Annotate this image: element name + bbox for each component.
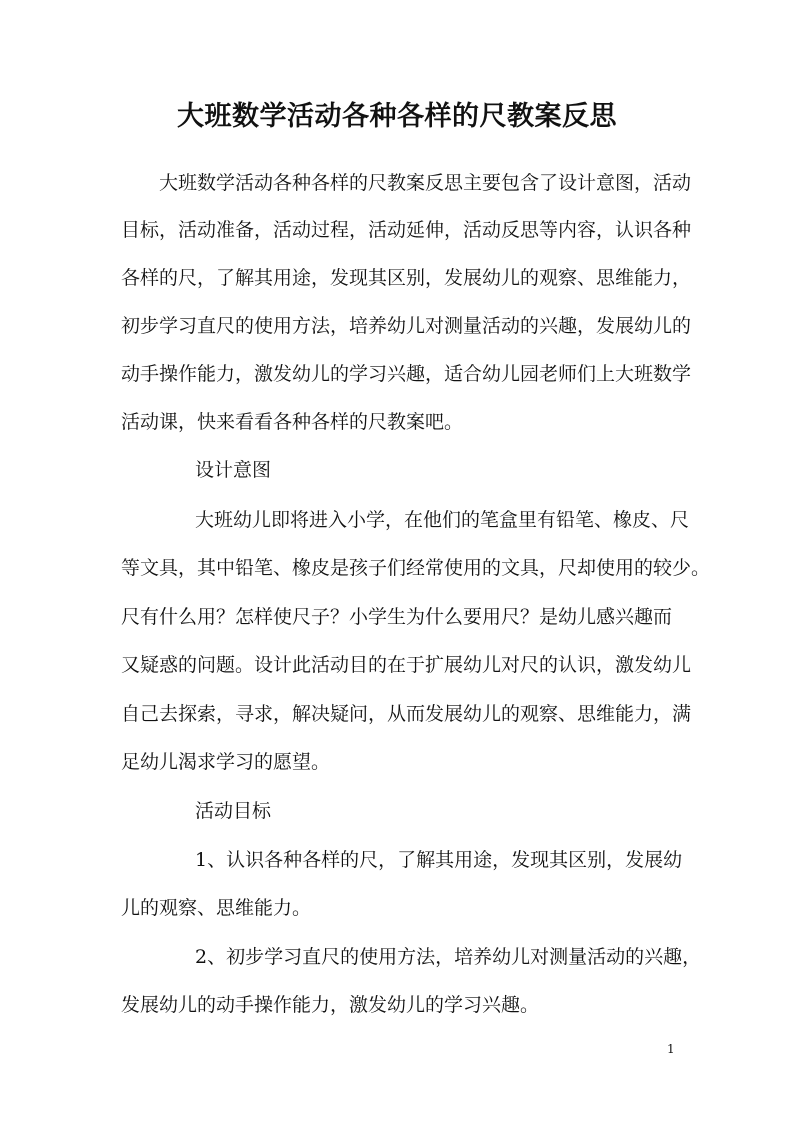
intro-line-3: 各样的尺，了解其用途，发现其区别，发展幼儿的观察、思维能力， (121, 267, 692, 289)
goal-1-line-1: 1、认识各种各样的尺，了解其用途，发现其区别，发展幼 (195, 849, 683, 871)
intro-line-2: 目标，活动准备，活动过程，活动延伸，活动反思等内容，认识各种 (121, 219, 692, 241)
intro-line-6: 活动课，快来看看各种各样的尺教案吧。 (121, 411, 464, 433)
goal-2-line-1: 2、初步学习直尺的使用方法，培养幼儿对测量活动的兴趣， (195, 946, 702, 968)
design-intent-line-5: 自己去探索，寻求，解决疑问，从而发展幼儿的观察、思维能力，满 (121, 703, 692, 725)
intro-line-1: 大班数学活动各种各样的尺教案反思主要包含了设计意图，活动 (159, 172, 692, 194)
document-title: 大班数学活动各种各样的尺教案反思 (177, 101, 617, 132)
design-intent-line-4: 又疑惑的问题。设计此活动目的在于扩展幼儿对尺的认识，激发幼儿 (121, 654, 692, 676)
intro-line-5: 动手操作能力，激发幼儿的学习兴趣，适合幼儿园老师们上大班数学 (121, 363, 692, 385)
page-number: 1 (667, 1042, 675, 1056)
intro-line-4: 初步学习直尺的使用方法，培养幼儿对测量活动的兴趣，发展幼儿的 (121, 315, 692, 337)
goal-1-line-2: 儿的观察、思维能力。 (121, 897, 312, 919)
design-intent-line-6: 足幼儿渴求学习的愿望。 (121, 751, 331, 773)
design-intent-line-1: 大班幼儿即将进入小学，在他们的笔盒里有铅笔、橡皮、尺 (195, 509, 690, 531)
section-heading-activity-goals: 活动目标 (195, 800, 272, 822)
section-heading-design-intent: 设计意图 (195, 459, 272, 481)
design-intent-line-2: 等文具，其中铅笔、橡皮是孩子们经常使用的文具，尺却使用的较少。 (121, 557, 711, 579)
goal-2-line-2: 发展幼儿的动手操作能力，激发幼儿的学习兴趣。 (121, 994, 540, 1016)
design-intent-line-3: 尺有什么用？怎样使尺子？小学生为什么要用尺？是幼儿感兴趣而 (121, 606, 673, 628)
